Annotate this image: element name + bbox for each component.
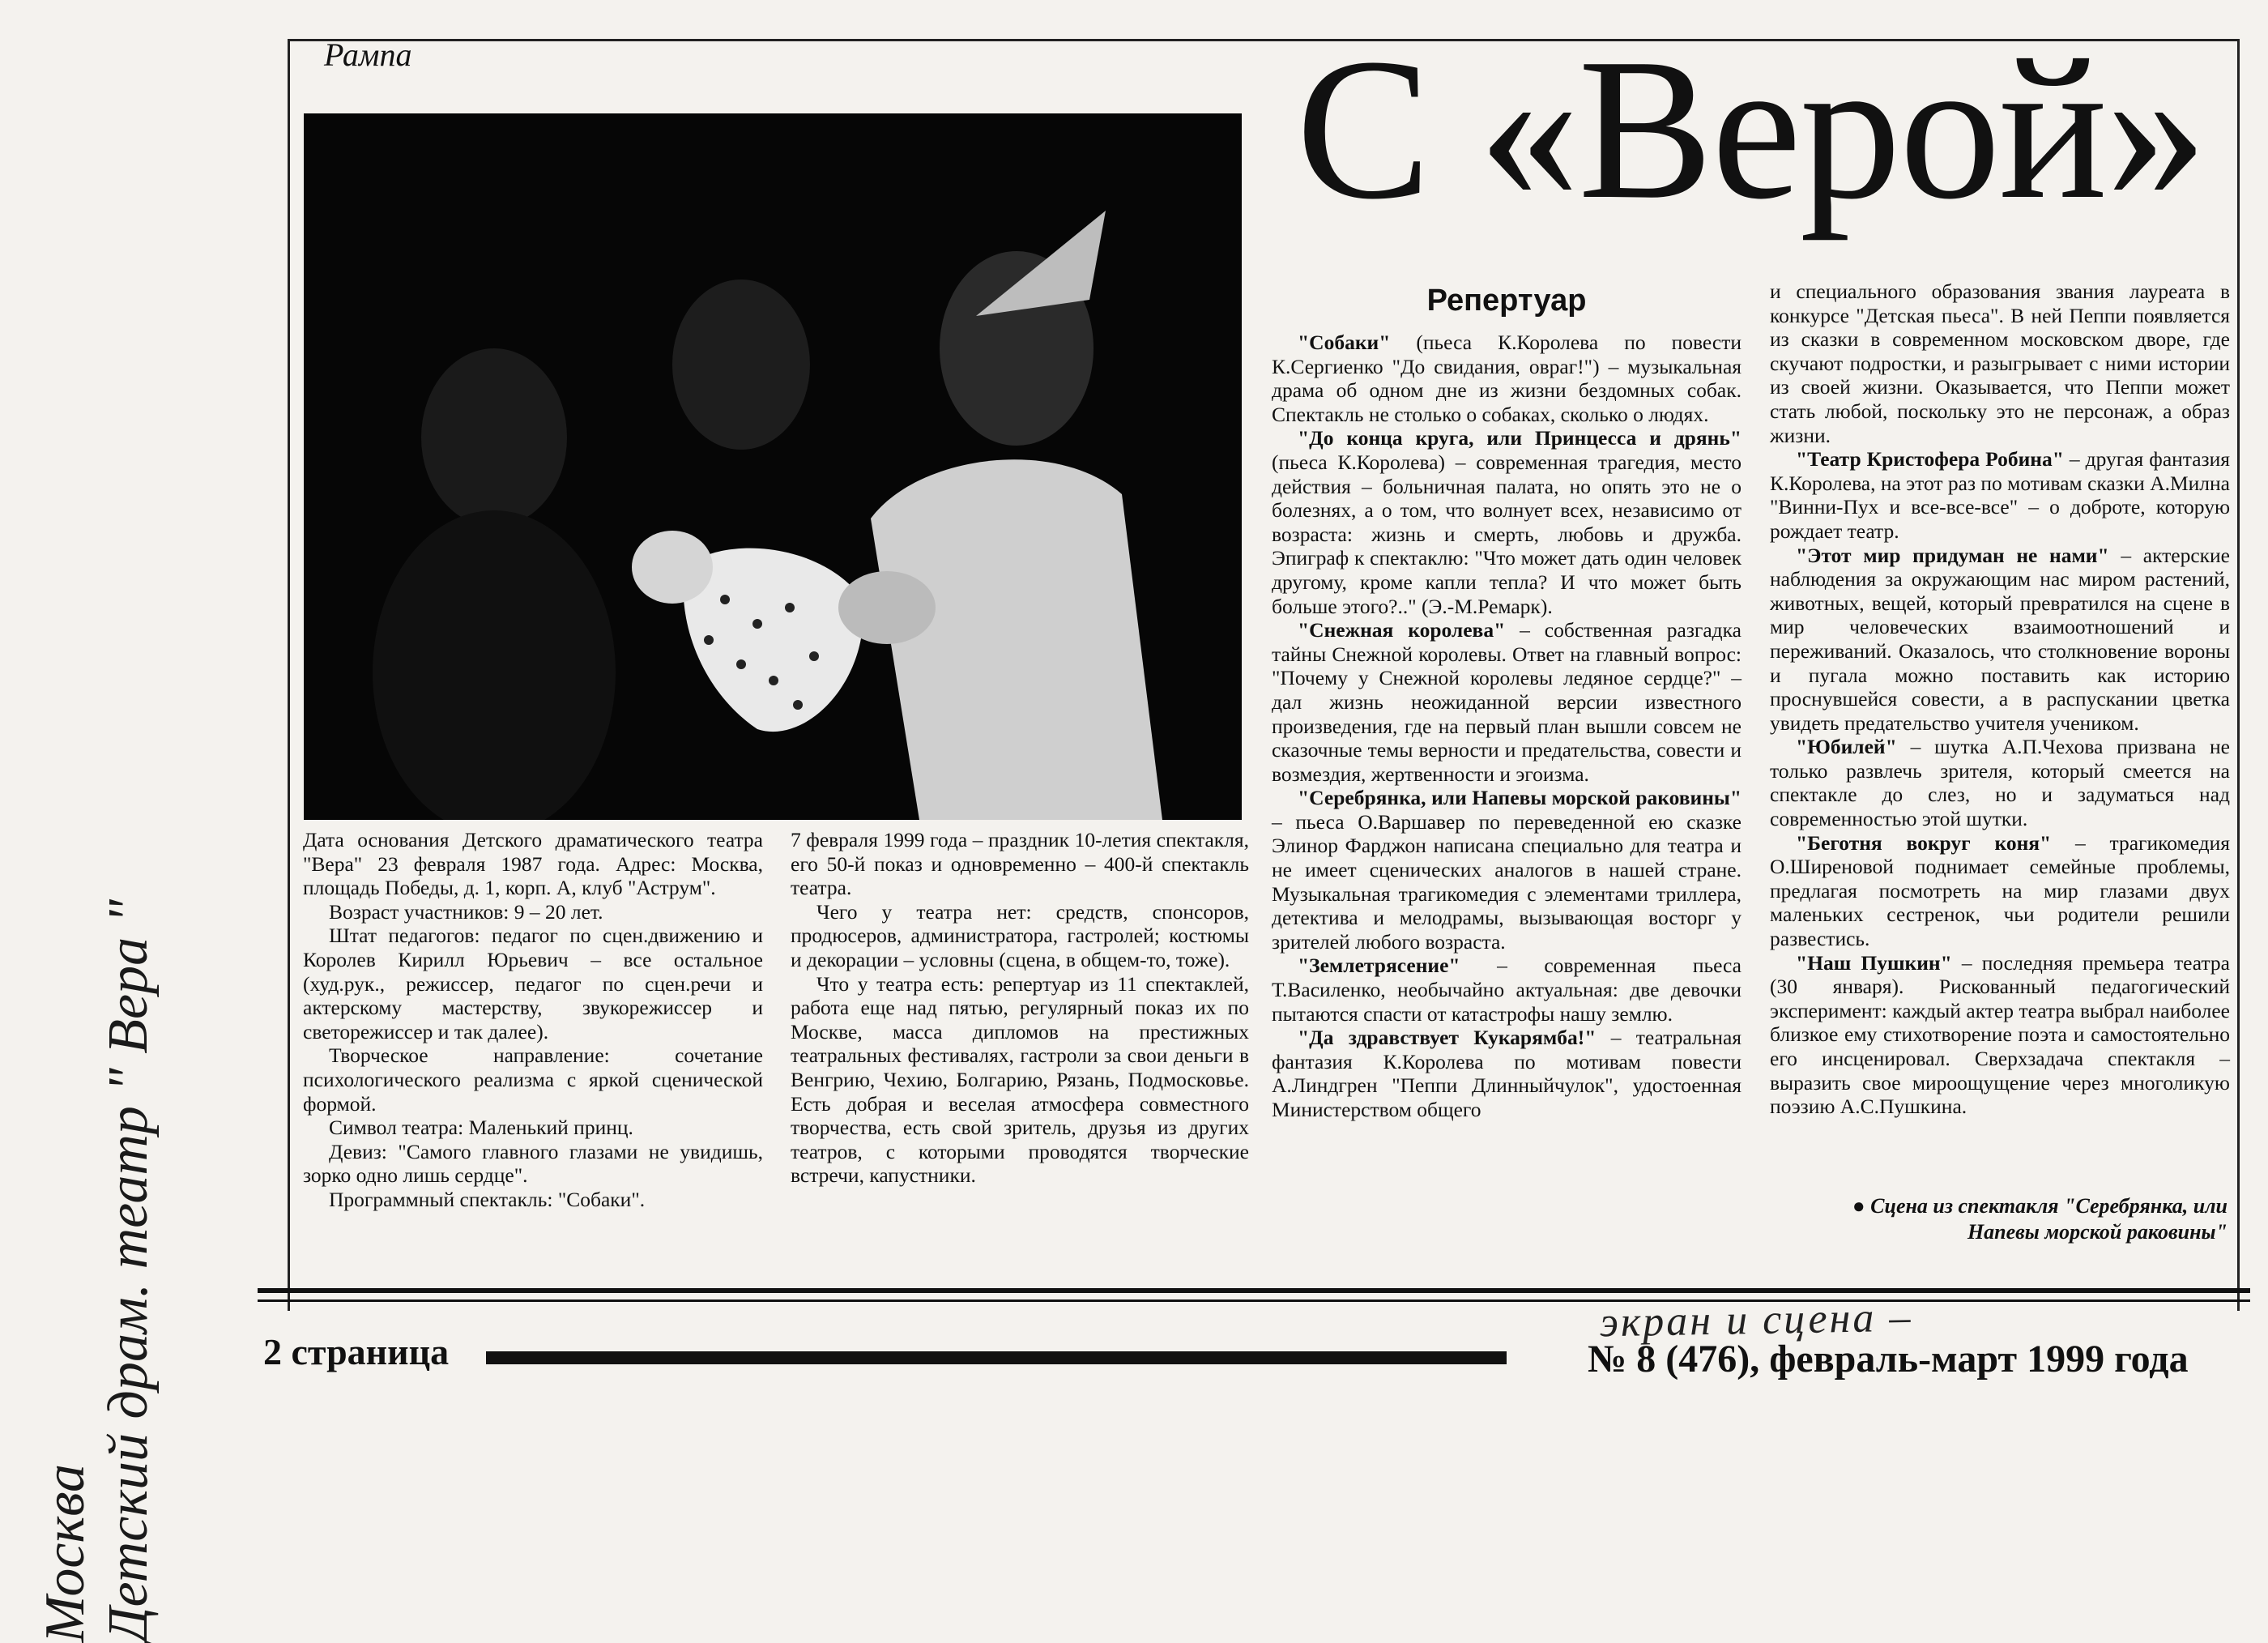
- motto: Девиз: "Самого главного глазами не увидишь, зорко одно лишь сердце".: [303, 1139, 763, 1188]
- repertoire-item: "Серебрянка, или Напевы морской раковины" – пьеса О.Варшавер по переведенной ею сказке Элинор Фарджон написана специально для театра и не имеет сценических аналогов в нашей стране. Музыкальная трагикомедия с элементами триллера, детектива и мелодрамы, вызывающая восторг у зрителей любого возраста.: [1272, 786, 1742, 954]
- repertoire-item: "Собаки" (пьеса К.Королева по повести К.Сергиенко "До свидания, овраг!") – музыкальная драма об одном дне из жизни бездомных собак. Спектакль не столько о собаках, сколько о людях.: [1272, 331, 1742, 426]
- age-range: Возраст участников: 9 – 20 лет.: [329, 899, 603, 924]
- repertoire-item: "Да здравствует Кукарямба!" – театральная фантазия К.Королева по мотивам повести А.Линдгрен "Пеппи Длинныйчулок", удостоенная Министерством общего: [1272, 1026, 1742, 1121]
- footer-rule-thick: [258, 1288, 2250, 1293]
- program-play: Программный спектакль: "Собаки".: [329, 1187, 646, 1211]
- footer-bar: [486, 1351, 1507, 1364]
- anniversary: 7 февраля 1999 года – праздник 10-летия спектакля, его 50-й показ и одновременно – 400-й спектакль театра.: [791, 828, 1249, 900]
- repertoire-continuation: и специального образования звания лауреата в конкурсе "Детская пьеса". В ней Пеппи появляется из сказки в современном московском дворе, где скучают подростки, и разыгрывает с ними истории из своей жизни. Оказывается, что Пеппи может стать любой, поскольку это не персонаж, а образ жизни.: [1770, 280, 2230, 447]
- repertoire-item: "До конца круга, или Принцесса и дрянь" (пьеса К.Королева) – современная трагедия, место действия – больничная палата, но опять это не о болезнях, а о том, что волнует всех, независимо от возраста: жизнь и смерть, любовь и дружба. Эпиграф к спектаклю: "Что может дать один человек другому, кроме капли тепла? И что может быть больше этого?.." (Э.-М.Ремарк).: [1272, 426, 1742, 618]
- repertoire-item: "Театр Кристофера Робина" – другая фантазия К.Королева, на этот раз по мотивам сказки А.Милна "Винни-Пух и все-все-все" – о доброте, которую рождает театр.: [1770, 447, 2231, 543]
- theatre-symbol: Символ театра: Маленький принц.: [329, 1116, 633, 1140]
- article-photo: [304, 113, 1242, 820]
- issue-info: № 8 (476), февраль-март 1999 года: [1588, 1338, 2189, 1381]
- founding-date: Дата основания Детского драматического театра "Вера" 23 февраля 1987 года. Адрес: Москва, площадь Победы, д. 1, корп. А, клуб "Аструм".: [303, 828, 763, 900]
- handwritten-side-note: Москва Детский драм. театр " Вера ": [34, 899, 160, 1643]
- info-column-1: [303, 828, 763, 1212]
- frame-left-rule: [288, 39, 290, 1311]
- repertoire-item: "Этот мир придуман не нами" – актерские наблюдения за окружающим нас миром растений, животных, вещей, который превратился на сцене в мир человеческих взаимоотношений и переживаний. Оказалось, что столкновение вороны и пугала можно поставить как историю проснувшейся совести, а в распускании цветка увидеть предательство учителя учеником.: [1770, 543, 2230, 735]
- bullet-icon: ●: [1852, 1194, 1865, 1218]
- repertoire-item: "Снежная королева" – собственная разгадка тайны Снежной королевы. Ответ на главный вопрос: "Почему у Снежной королевы ледяное сердце?" – дал жизнь неожиданной версии известного произведения, где на первый план вышли совсем не сказочные темы верности и предательства, совести и возмездия, жертвенности и эгоизма.: [1272, 618, 1742, 786]
- section-label: Рампа: [324, 36, 412, 73]
- repertoire-item: "Беготня вокруг коня" – трагикомедия О.Ширеновой поднимает семейные проблемы, предлагая посмотреть на мир глазами двух маленьких сестренок, чьи родители решили развестись.: [1770, 830, 2230, 951]
- repertoire-item: "Юбилей" – шутка А.П.Чехова призвана не только развлечь зрителя, который смеется на спектакле до слез, но и задуматься над современностью этой шутки.: [1770, 735, 2230, 831]
- creative-direction: Творческое направление: сочетание психологического реализма с яркой сценической формой.: [303, 1043, 763, 1116]
- handwritten-note-footer: экран и сцена –: [1599, 1294, 1913, 1346]
- repertoire-item: "Наш Пушкин" – последняя премьера театра (30 января). Рискованный педагогический эксперимент: каждый актер театра выбрал наиболее близкое ему стихотворение поэта и самостоятельно его инсценировал. Сверхзадача спектакля – выразить свое мироощущение через многоликую поэзию А.С.Пушкина.: [1770, 950, 2230, 1119]
- headline: С «Верой»: [1296, 17, 2206, 241]
- what-has: Что у театра есть: репертуар из 11 спектаклей, работа еще над пятью, регулярный показ их по Москве, масса дипломов на престижных театральных фестивалях, гастроли за свои деньги в Венгрию, Чехию, Болгарию, Рязань, Подмосковье. Есть добрая и веселая атмосфера совместного творчества, есть свой зритель, друзья из других театров, с которыми проводятся творческие встречи, капустники.: [791, 971, 1249, 1188]
- repertoire-item: "Землетрясение" – современная пьеса Т.Василенко, необычайно актуальная: две девочки пытаются спасти от катастрофы нашу землю.: [1272, 954, 1742, 1026]
- repertoire-column-2: [1770, 280, 2230, 1119]
- what-lacking: Чего у театра нет: средств, спонсоров, продюсеров, администратора, гастролей; костюмы и декорации – условны (сцена, в общем-то, тоже).: [791, 899, 1249, 971]
- photo-caption: ● Сцена из спектакля "Серебрянка, или Напевы морской раковины": [1852, 1194, 2228, 1244]
- frame-right-rule: [2237, 39, 2240, 1311]
- repertoire-heading: Репертуар: [1426, 284, 1587, 318]
- footer-rule-thin: [258, 1299, 2250, 1302]
- repertoire-column-1: [1272, 284, 1742, 1122]
- staff: Штат педагогов: педагог по сцен.движению и Королев Кирилл Юрьевич – все остальное (худ.рук., режиссер, педагог по сцен.речи и актерскому мастерству, звукорежиссер и светорежиссер и так далее).: [303, 924, 763, 1043]
- page-number: 2 страница: [263, 1331, 450, 1372]
- info-column-2: [791, 828, 1249, 1188]
